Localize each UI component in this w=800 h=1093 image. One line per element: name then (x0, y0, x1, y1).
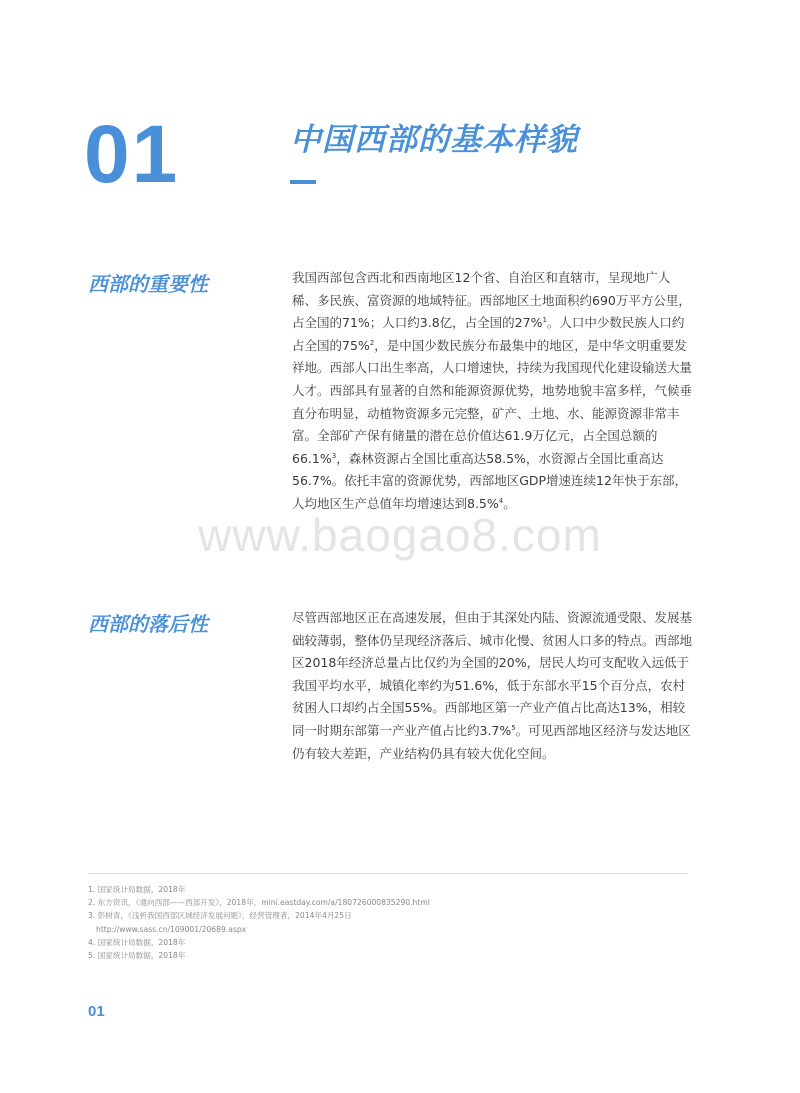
footnote-ref: 4 (498, 496, 504, 505)
footnote-3-url (88, 923, 688, 936)
title-underline (290, 180, 316, 184)
section-body-importance (292, 267, 692, 516)
footnote-5: 5. 国家统计局数据，2018年 (88, 951, 186, 961)
footnote-3-link[interactable]: http://www.sass.cn/109001/20689.aspx (96, 924, 247, 934)
footnote-ref: 3 (331, 451, 337, 460)
chapter-number: 01 (84, 109, 180, 200)
section-heading-backwardness: 西部的落后性 (88, 612, 208, 636)
footnote-ref: 1 (542, 316, 547, 325)
text-run: 。人口中少数民族人口约占全国的75% (292, 315, 685, 353)
text-run: ，是中国少数民族分布最集中的地区，是中华文明重要发祥地。西部人口出生率高，人口增速快，持续为我国现代化建设输送大量人才。西部具有显著的自然和能源资源优势，地势地貌丰富多样，气候垂直分布明显，动植物资源多元完整，矿产、土地、水、能源资源非常丰富。全部矿产保有储量的潜在总价值达61.9万亿元，占全国总额的66.1% (292, 337, 693, 466)
footnote-4: 4. 国家统计局数据，2018年 (88, 937, 186, 947)
footnotes (88, 883, 688, 962)
paragraph (292, 607, 692, 765)
section-body-backwardness (292, 607, 692, 765)
footnote-divider (88, 873, 688, 874)
section-heading-importance: 西部的重要性 (88, 272, 208, 296)
text-run: 。可见西部地区经济与发达地区仍有较大差距，产业结构仍具有较大优化空间。 (292, 722, 691, 761)
chapter-title: 中国西部的基本样貌 (290, 122, 578, 158)
watermark: www.baogao8.com (198, 509, 602, 561)
text-run: ，森林资源占全国比重高达58.5%，水资源占全国比重高达56.7%。依托丰富的资源优势，西部地区GDP增速连续12年快于东部，人均地区生产总值年均增速达到8.5% (292, 450, 687, 511)
footnote-1: 1. 国家统计局数据，2018年 (88, 885, 186, 894)
footnote-ref: 5 (511, 723, 516, 732)
footnote-2: 2. 东方资讯，《通向西部——西部开发》，2018年，mini.eastday.com/a/180726000835290.html (88, 898, 430, 908)
text-run: 。 (503, 495, 516, 511)
footnote-ref: 2 (369, 338, 375, 347)
paragraph (292, 267, 692, 516)
text-run: 尽管西部地区正在高速发展，但由于其深处内陆、资源流通受限、发展基础较薄弱，整体仍呈现经济落后、城市化慢、贫困人口多的特点。西部地区2018年经济总量占比仅约为全国的20%，居民人均可支配收入远低于我国平均水平，城镇化率约为51.6%，低于东部水平15个百分点，农村贫困人口却约占全国55%。西部地区第一产业产值占比高达13%，相较同一时期东部第一产业产值占比约3.7% (292, 610, 693, 738)
page-number: 01 (88, 1003, 105, 1020)
footnote-3: 3. 彭树青，《浅析我国西部区域经济发展问题》，经营管理者，2014年4月25日 (88, 911, 352, 921)
text-run: 我国西部包含西北和西南地区12个省、自治区和直辖市，呈现地广人稀、多民族、富资源的地域特征。西部地区土地面积约690万平方公里，占全国的71%；人口约3.8亿，占全国的27% (292, 270, 691, 331)
